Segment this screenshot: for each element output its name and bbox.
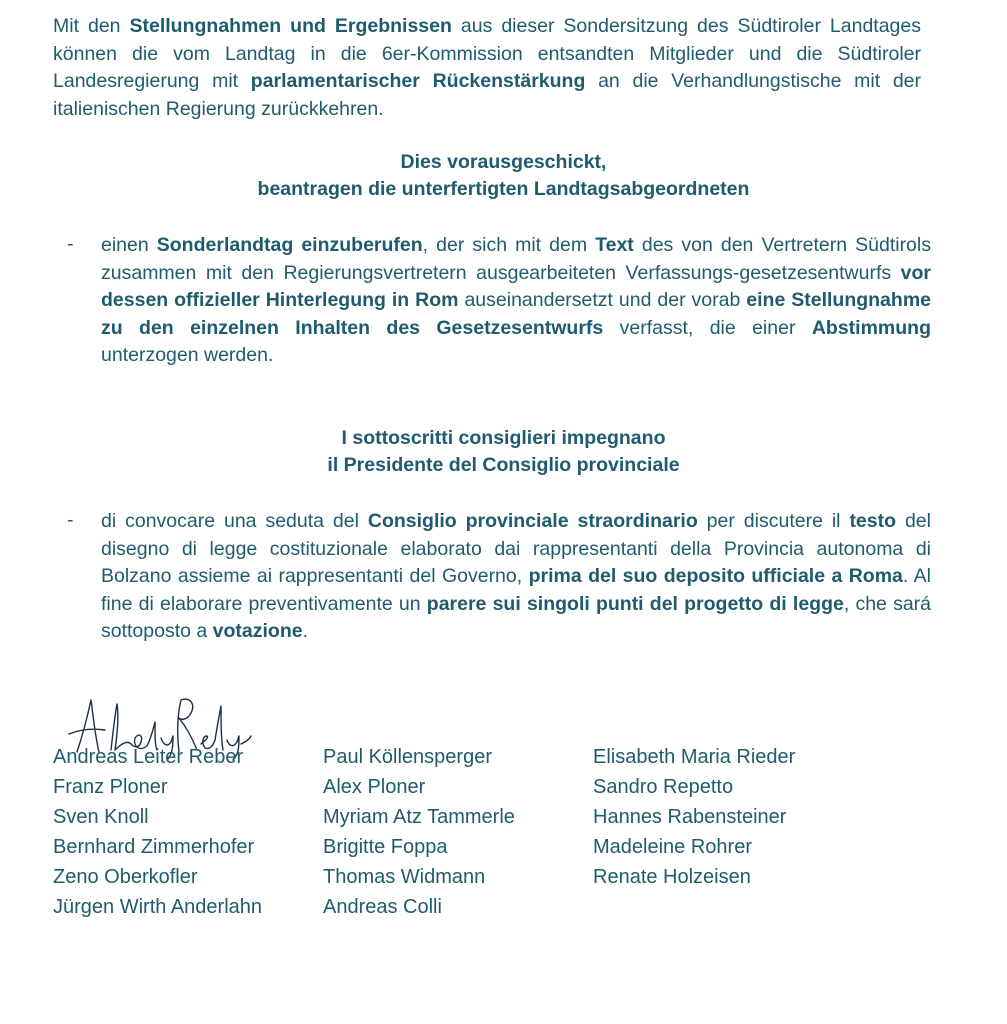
heading-line: beantragen die unterfertigten Landtagsabgeordneten [257,178,750,200]
text-run: per discutere il [697,510,850,532]
bold-run: prima del suo deposito ufficiale a Roma [528,565,903,587]
signatory-name: Bernhard Zimmerhofer [53,836,255,858]
signatory-name: Myriam Atz Tammerle [323,806,515,828]
signatory-name: Zeno Oberkofler [53,866,198,888]
signatory-name: Thomas Widmann [323,866,486,888]
signatory-name: Andreas Leiter Reber [53,746,244,768]
signatory-name: Renate Holzeisen [593,866,751,888]
signatory-name: Andreas Colli [323,896,442,918]
text-run: . Al fine di elaborare preventivamente un [101,565,931,615]
list-item-italian [101,508,931,646]
list-item-german [101,232,931,370]
text-run: Mit den [53,15,130,37]
signatory-name: Franz Ploner [53,776,168,798]
signatory-name: Sandro Repetto [593,776,734,798]
heading-line: Dies vorausgeschickt, [400,151,607,173]
text-run: an die Verhandlungstische mit der italienischen Regierung zurückkehren. [53,70,922,120]
text-run: . [302,620,309,642]
signatory-name: Hannes Rabensteiner [593,806,787,828]
intro-paragraph [53,13,921,123]
text-run: unterzogen werden. [101,344,274,366]
text-run: auseinandersetzt und der vorab [458,289,747,311]
signatory-name: Madeleine Rohrer [593,836,752,858]
bold-run: votazione [212,620,303,642]
heading-italian [0,425,1007,479]
bold-run: Abstimmung [811,316,931,339]
signatory-name: Paul Köllensperger [323,746,492,768]
text-run: aus dieser Sondersitzung des Südtiroler Landtages können die vom Landtag in die 6er-Kommission entsandten Mitglieder und die Südtiroler Landesregierung mit [53,15,921,92]
heading-line: il Presidente del Consiglio provinciale [327,454,680,476]
text-run: , che sará sottoposto a [101,592,931,642]
bold-run: Sonderlandtag einzuberufen [156,234,423,256]
text-run: di convocare una seduta del [101,510,368,532]
bold-run: testo [849,510,897,532]
bold-run: parere sui singoli punti del progetto di legge [426,592,844,615]
heading-line: I sottoscritti consiglieri impegnano [341,427,666,449]
list-dash: - [67,509,74,531]
signatory-name: Jürgen Wirth Anderlahn [53,896,263,918]
heading-german [0,149,1007,203]
list-dash: - [67,233,74,255]
signatories-column-1 [53,742,262,922]
text-run: des von den Vertretern Südtirols zusammen mit den Regierungsvertretern ausgearbeiteten Verfassungs-gesetzesentwurfs [101,234,931,284]
bold-run: Stellungnahmen und Ergebnissen [129,15,452,37]
bold-run: vor dessen offizieller Hinterlegung in Rom [101,261,931,311]
bold-run: parlamentarischer Rückenstärkung [250,70,586,92]
signatory-name: Alex Ploner [323,776,426,798]
text-run: verfasst, die einer [603,316,812,339]
text-run: einen [101,234,157,256]
signatory-name: Elisabeth Maria Rieder [593,746,796,768]
signatories-column-2 [323,742,515,922]
text-run: del disegno di legge costituzionale elaborato dai rappresentanti della Provincia autonoma di Bolzano assieme ai rappresentanti del Governo, [101,510,931,587]
bold-run: Consiglio provinciale straordinario [367,510,698,532]
signatory-name: Brigitte Foppa [323,836,448,858]
signatory-name: Sven Knoll [53,806,149,828]
bold-run: eine Stellungnahme zu den einzelnen Inhalten des Gesetzesentwurfs [101,289,931,339]
signatories-column-3 [593,742,795,892]
text-run: , der sich mit dem [422,234,596,256]
bold-run: Text [595,234,634,256]
